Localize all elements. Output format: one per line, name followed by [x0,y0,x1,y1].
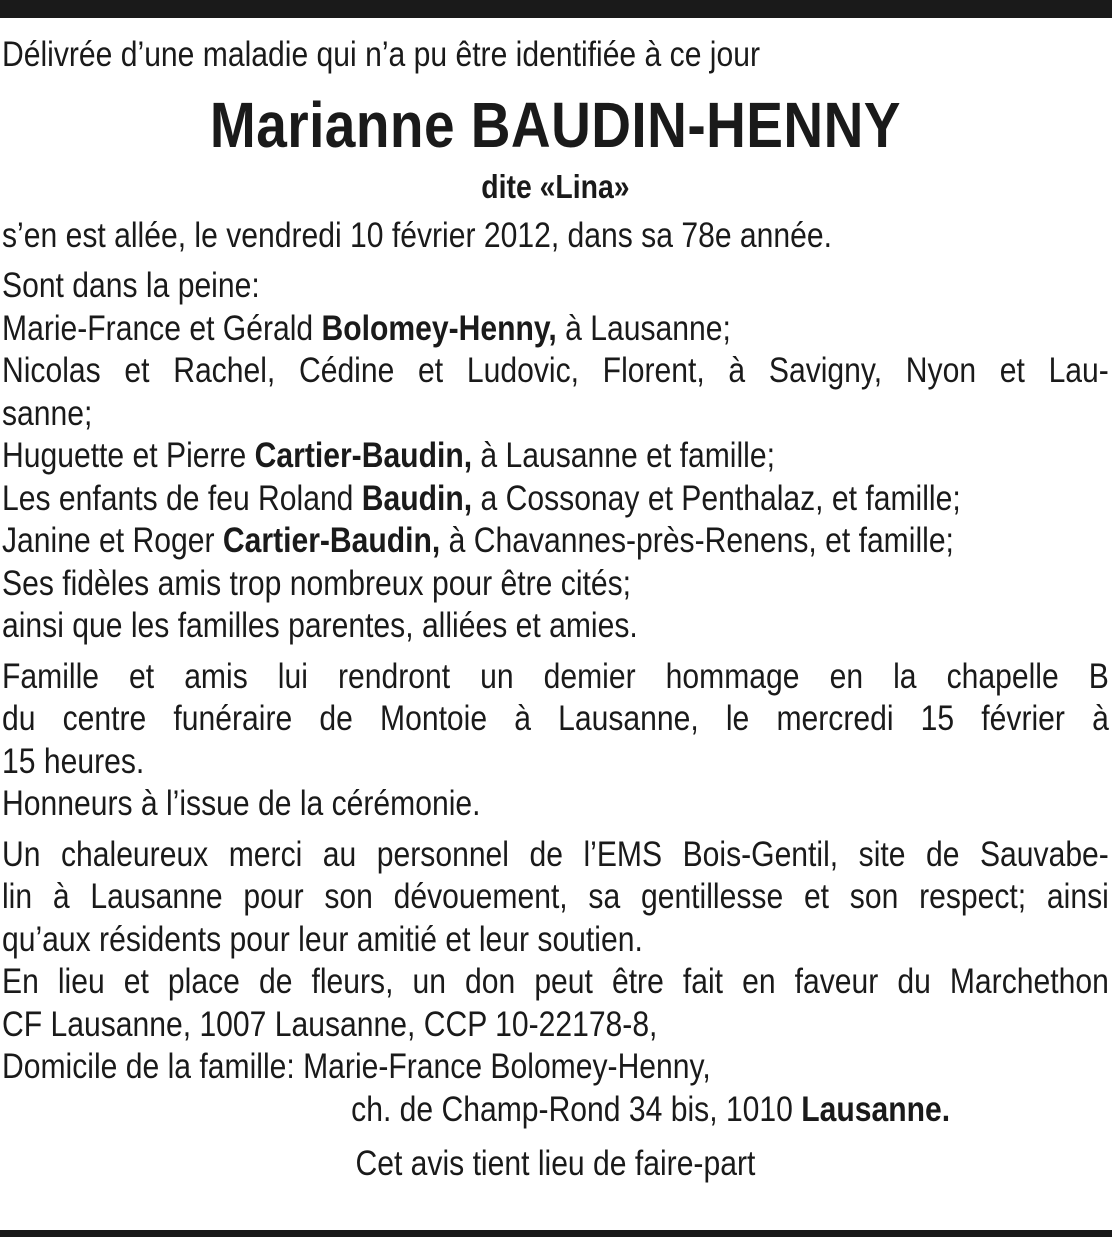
thanks-line: En lieu et place de fleurs, un don peut être fait en faveur du Marchethon [2,962,1109,1001]
ceremony-line: Famille et amis lui rendront un demier hommage en la chapelle B [2,656,1109,696]
ceremony-line: du centre funéraire de Montoie à Lausanne, le mercredi 15 février à [2,699,1109,738]
bottom-rule [0,1230,1112,1237]
thanks-line: Domicile de la famille: Marie-France Bolomey-Henny, [2,1047,711,1086]
ceremony-line: Honneurs à l’issue de la cérémonie. [2,784,481,823]
nickname: dite «Lina» [481,167,630,205]
obituary-notice [2,34,1109,1186]
mourner-line: sanne; [2,393,93,433]
mourners-section [2,265,1109,648]
family-address: ch. de Champ-Rond 34 bis, 1010 Lausanne. [351,1089,951,1129]
mourners-heading: Sont dans la peine: [2,266,260,305]
thanks-line: lin à Lausanne pour son dévouement, sa gentillesse et son respect; ainsi [2,877,1109,916]
mourner-line: Nicolas et Rachel, Cédine et Ludovic, Florent, à Savigny, Nyon et Lau- [2,351,1109,390]
footer-note: Cet avis tient lieu de faire-part [355,1144,756,1183]
top-rule [0,0,1112,18]
intro-line: Délivrée d’une maladie qui n’a pu être identifiée à ce jour [2,35,760,74]
deceased-name: Marianne BAUDIN-HENNY [209,88,901,161]
thanks-line: qu’aux résidents pour leur amitié et leur soutien. [2,919,643,959]
ceremony-line: 15 heures. [2,741,145,781]
death-line: s’en est allée, le vendredi 10 février 2012, dans sa 78e année. [2,215,832,255]
mourner-line: Ses fidèles amis trop nombreux pour être cités; [2,563,632,603]
mourner-line: Huguette et Pierre Cartier-Baudin, à Lausanne et famille; [2,436,775,475]
mourner-line: ainsi que les familles parentes, alliées et amies. [2,606,638,645]
ceremony-section [2,656,1109,826]
thanks-section [2,834,1109,1132]
mourner-line: Janine et Roger Cartier-Baudin, à Chavannes-près-Renens, et famille; [2,521,954,560]
thanks-line: Un chaleureux merci au personnel de l’EMS Bois-Gentil, site de Sauvabe- [2,834,1109,874]
mourner-line: Marie-France et Gérald Bolomey-Henny, à Lausanne; [2,308,731,348]
thanks-line: CF Lausanne, 1007 Lausanne, CCP 10-22178-8, [2,1004,658,1044]
mourner-line: Les enfants de feu Roland Baudin, a Cossonay et Penthalaz, et famille; [2,478,961,518]
